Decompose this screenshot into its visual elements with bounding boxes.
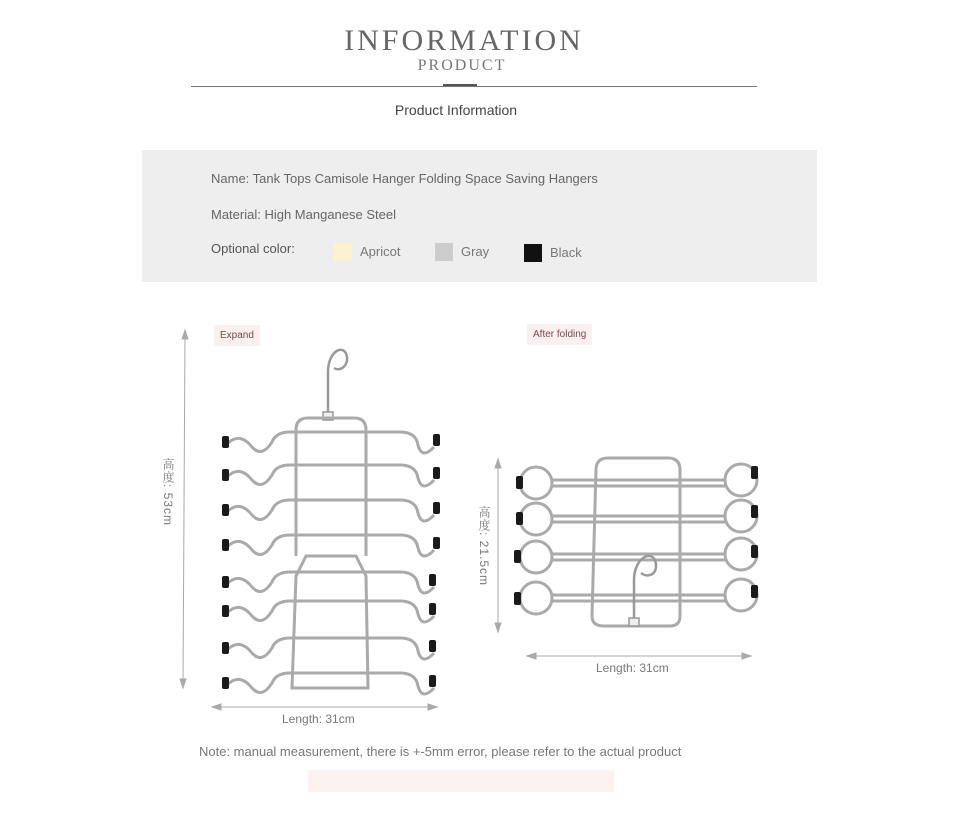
folded-height-arrow [495,459,501,632]
folded-length-label: Length: 31cm [596,661,669,675]
measurement-note: Note: manual measurement, there is +-5mm error, please refer to the actual product [199,744,682,759]
expand-length-label: Length: 31cm [282,712,355,726]
folded-hook [629,556,656,626]
color-label: Optional color: [211,241,295,256]
folded-rungs [520,464,757,614]
gray-label: Gray [461,244,490,259]
note-highlight-bar [308,770,614,792]
black-label: Black [550,245,582,260]
page-title: INFORMATION [344,24,584,57]
folded-height-label: 高度: 21.5cm [477,506,491,587]
folded-tag: After folding [527,324,592,345]
product-name: Name: Tank Tops Camisole Hanger Folding Space Saving Hangers [211,171,598,186]
product-material: Material: High Manganese Steel [211,207,396,222]
expand-tag: Expand [214,325,260,346]
page-subtitle: PRODUCT [417,57,507,74]
folded-length-arrow [527,653,751,659]
section-heading: Product Information [394,102,518,118]
apricot-label: Apricot [360,244,401,259]
expand-height-label: 高度: 53cm [161,458,175,527]
